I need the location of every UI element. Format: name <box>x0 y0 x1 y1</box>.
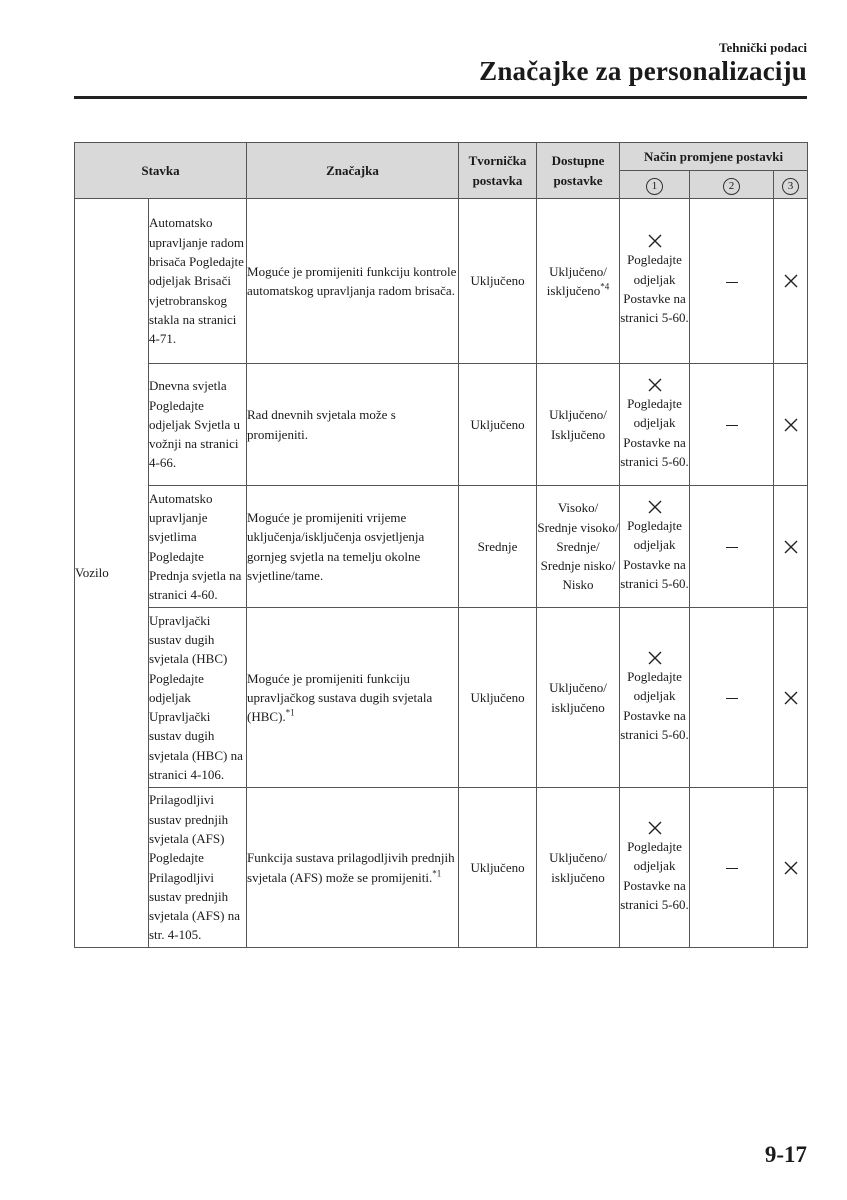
section-label: Tehnički podaci <box>718 40 807 55</box>
table-row <box>75 199 808 364</box>
header-stavka: Stavka <box>75 143 247 199</box>
feature-footnote: *1 <box>432 868 442 879</box>
method-3-cell <box>774 486 808 608</box>
factory-setting-cell: Uključeno <box>459 788 537 948</box>
available-settings-text: Uključeno/ isključeno <box>546 263 607 298</box>
factory-setting-cell: Uključeno <box>459 364 537 486</box>
method-1-cell <box>620 788 690 948</box>
cross-icon <box>648 821 662 835</box>
table-row <box>75 486 808 608</box>
method-1-cell <box>620 486 690 608</box>
header-method-1 <box>620 171 690 199</box>
feature-cell <box>247 486 459 608</box>
table-row <box>75 788 808 948</box>
factory-setting-cell: Srednje <box>459 486 537 608</box>
page-number: 9-17 <box>764 1142 807 1167</box>
method-1-reference: Pogledajte odjeljak Postavke na stranici 5-60. <box>620 395 689 469</box>
feature-footnote: *1 <box>285 707 295 718</box>
available-settings-cell <box>537 788 620 948</box>
method-3-cell <box>774 788 808 948</box>
feature-cell <box>247 608 459 788</box>
method-3-cell <box>774 199 808 364</box>
method-3-cell <box>774 608 808 788</box>
header-tvornicka: Tvornička postavka <box>459 143 537 199</box>
item-cell: Automatsko upravljanje radom brisača Pogledajte odjeljak Brisači vjetrobranskog stakla na stranici 4-71. <box>149 199 247 364</box>
circled-number-1: 1 <box>646 178 663 195</box>
feature-cell <box>247 199 459 364</box>
method-1-reference: Pogledajte odjeljak Postavke na stranici 5-60. <box>620 838 689 912</box>
method-2-cell <box>690 199 774 364</box>
personalization-table <box>74 142 808 948</box>
feature-text: Moguće je promijeniti vrijeme uključenja/isključenja osvjetljenja gornjeg svjetla na temelju okolne svjetline/tame. <box>247 509 425 583</box>
circled-number-3: 3 <box>782 178 799 195</box>
item-cell: Automatsko upravljanje svjetlima Pogledajte Prednja svjetla na stranici 4-60. <box>149 486 247 608</box>
method-1-reference: Pogledajte odjeljak Postavke na stranici 5-60. <box>620 252 689 326</box>
dash-icon <box>726 425 738 426</box>
feature-text: Funkcija sustava prilagodljivih prednjih svjetala (AFS) može se promijeniti. <box>247 850 455 885</box>
available-footnote: *4 <box>600 281 610 292</box>
method-3-cell <box>774 364 808 486</box>
item-cell: Upravljački sustav dugih svjetala (HBC) Pogledajte odjeljak Upravljački sustav dugih svjetala (HBC) na stranici 4-106. <box>149 608 247 788</box>
factory-setting-cell: Uključeno <box>459 199 537 364</box>
item-cell: Prilagodljivi sustav prednjih svjetala (AFS) Pogledajte Prilagodljivi sustav prednjih svjetala (AFS) na str. 4-105. <box>149 788 247 948</box>
method-2-cell <box>690 608 774 788</box>
cross-icon <box>784 540 798 554</box>
header-dostupne: Dostupne postavke <box>537 143 620 199</box>
available-settings-text: Uključeno/ Isključeno <box>549 407 607 442</box>
factory-setting-cell: Uključeno <box>459 608 537 788</box>
cross-icon <box>648 234 662 248</box>
table-row <box>75 608 808 788</box>
cross-icon <box>648 378 662 392</box>
method-2-cell <box>690 364 774 486</box>
cross-icon <box>648 500 662 514</box>
group-label-vozilo: Vozilo <box>75 199 149 948</box>
method-1-cell <box>620 608 690 788</box>
method-1-reference: Pogledajte odjeljak Postavke na stranici 5-60. <box>620 668 689 742</box>
header-method-2 <box>690 171 774 199</box>
cross-icon <box>784 861 798 875</box>
dash-icon <box>726 698 738 699</box>
method-1-reference: Pogledajte odjeljak Postavke na stranici 5-60. <box>620 517 689 591</box>
header-nacin: Način promjene postavki <box>620 143 808 171</box>
dash-icon <box>726 547 738 548</box>
available-settings-cell <box>537 486 620 608</box>
method-2-cell <box>690 788 774 948</box>
circled-number-2: 2 <box>723 178 740 195</box>
method-1-cell <box>620 199 690 364</box>
item-cell: Dnevna svjetla Pogledajte odjeljak Svjetla u vožnji na stranici 4-66. <box>149 364 247 486</box>
method-2-cell <box>690 486 774 608</box>
cross-icon <box>648 651 662 665</box>
cross-icon <box>784 418 798 432</box>
method-1-cell <box>620 364 690 486</box>
page-title: Značajke za personalizaciju <box>479 56 807 86</box>
dash-icon <box>726 868 738 869</box>
available-settings-text: Uključeno/ isključeno <box>549 850 607 885</box>
feature-cell <box>247 364 459 486</box>
feature-text: Moguće je promijeniti funkciju upravljačkog sustava dugih svjetala (HBC). <box>247 670 433 725</box>
feature-text: Rad dnevnih svjetala može s promijeniti. <box>247 407 396 442</box>
feature-text: Moguće je promijeniti funkciju kontrole automatskog upravljanja radom brisača. <box>247 263 457 298</box>
available-settings-text: Visoko/ Srednje visoko/ Srednje/ Srednje nisko/ Nisko <box>537 500 619 593</box>
cross-icon <box>784 691 798 705</box>
header-method-3 <box>774 171 808 199</box>
table-row <box>75 364 808 486</box>
feature-cell <box>247 788 459 948</box>
available-settings-cell <box>537 199 620 364</box>
header-znacajka: Značajka <box>247 143 459 199</box>
available-settings-cell <box>537 608 620 788</box>
dash-icon <box>726 282 738 283</box>
available-settings-text: Uključeno/ isključeno <box>549 680 607 715</box>
title-rule <box>74 96 807 99</box>
cross-icon <box>784 274 798 288</box>
available-settings-cell <box>537 364 620 486</box>
